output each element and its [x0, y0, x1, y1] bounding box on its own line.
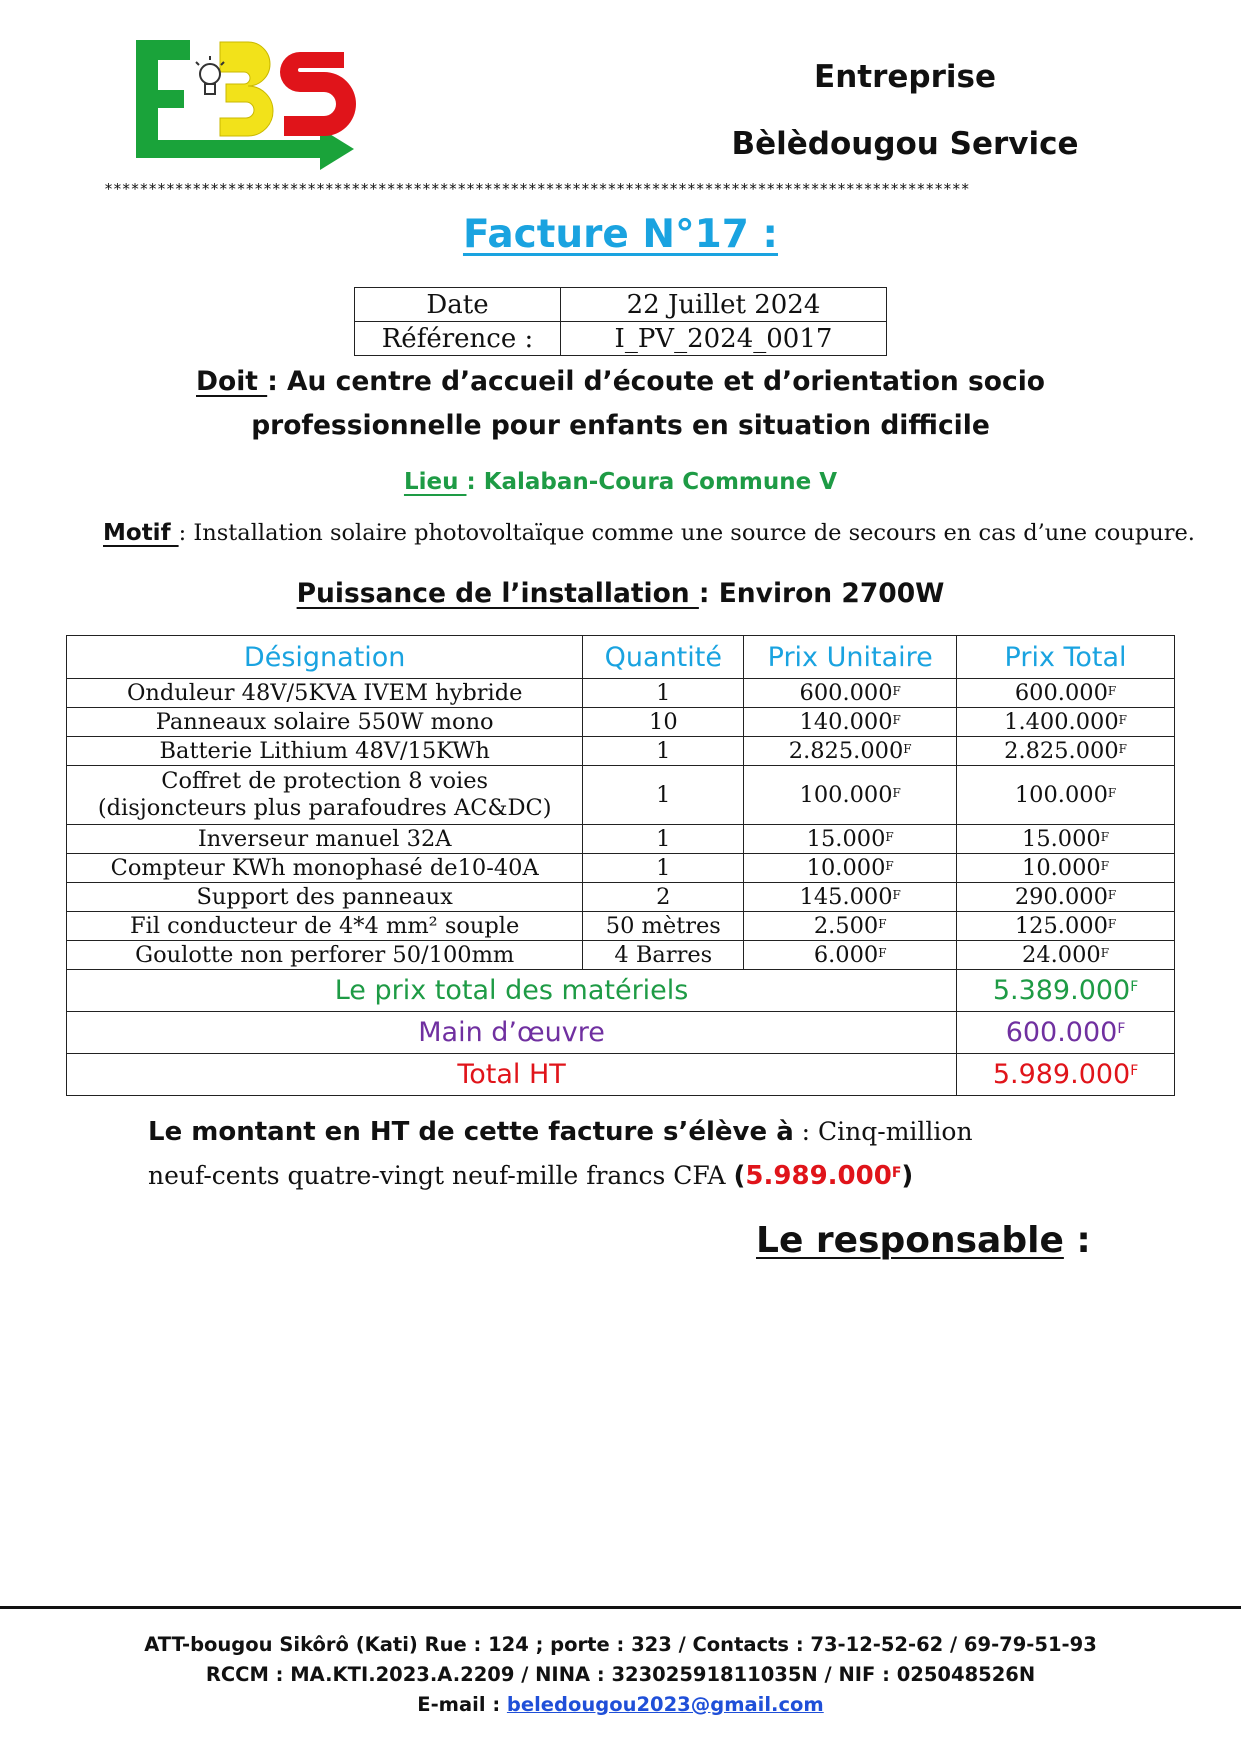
table-row: [67, 679, 1175, 708]
total-price-cell: $10.000^F$: [957, 854, 1175, 883]
company-line-2: Bèlèdougou Service: [731, 126, 1079, 162]
unit-price-cell: $600.000^F$: [744, 679, 957, 708]
motif-line: [103, 520, 1223, 546]
quantity-cell: 1: [583, 679, 744, 708]
motif-value: : Installation solaire photovoltaïque comme une source de secours en cas d’une coupure.: [178, 520, 1195, 546]
labor-value: $600.000^F$: [957, 1012, 1175, 1054]
designation-cell: Fil conducteur de 4*4 mm² souple: [67, 912, 583, 941]
header-designation: Désignation: [67, 636, 583, 679]
table-row: [67, 825, 1175, 854]
total-ht-row: [67, 1054, 1175, 1096]
doit-text-1: : Au centre d’accueil d’écoute et d’orientation socio: [267, 366, 1045, 397]
unit-price-cell: $145.000^F$: [744, 883, 957, 912]
doit-text-2: professionnelle pour enfants en situation difficile: [251, 410, 990, 441]
responsable-signature-label: Le responsable :: [756, 1220, 1091, 1261]
quantity-cell: 1: [583, 825, 744, 854]
date-label: Date: [355, 288, 561, 322]
amount-words-2: neuf-cents quatre-vingt neuf-mille francs CFA: [148, 1161, 734, 1190]
footer-divider: [0, 1606, 1241, 1609]
header-prix-unitaire: Prix Unitaire: [744, 636, 957, 679]
designation-cell: Onduleur 48V/5KVA IVEM hybride: [67, 679, 583, 708]
lieu-label: Lieu: [403, 469, 467, 495]
puissance-value: : Environ 2700W: [698, 578, 945, 609]
total-ht-label: Total HT: [67, 1054, 957, 1096]
puissance-label: Puissance de l’installation: [296, 578, 699, 609]
designation-cell: Panneaux solaire 550W mono: [67, 708, 583, 737]
header-quantite: Quantité: [583, 636, 744, 679]
designation-cell: Inverseur manuel 32A: [67, 825, 583, 854]
amount-figure: $5.989.000^F$: [745, 1161, 902, 1191]
table-row: [67, 766, 1175, 825]
total-price-cell: $15.000^F$: [957, 825, 1175, 854]
quantity-cell: 10: [583, 708, 744, 737]
quantity-cell: 4 Barres: [583, 941, 744, 970]
header-prix-total: Prix Total: [957, 636, 1175, 679]
reference-label: Référence :: [355, 322, 561, 356]
table-row: [67, 737, 1175, 766]
doit-label: Doit: [196, 366, 268, 397]
unit-price-cell: $2.500^F$: [744, 912, 957, 941]
total-price-cell: $24.000^F$: [957, 941, 1175, 970]
amount-words-1: : Cinq-million: [793, 1117, 973, 1146]
invoice-meta-table: [354, 287, 887, 356]
table-row: [67, 912, 1175, 941]
unit-price-cell: $6.000^F$: [744, 941, 957, 970]
footer-email: E-mail : beledougou2023@gmail.com: [417, 1693, 824, 1716]
labor-row: [67, 1012, 1175, 1054]
labor-label: Main d’œuvre: [67, 1012, 957, 1054]
quantity-cell: 1: [583, 737, 744, 766]
materials-total-value: $5.389.000^F$: [957, 970, 1175, 1012]
email-link[interactable]: beledougou2023@gmail.com: [506, 1693, 824, 1716]
unit-price-cell: $140.000^F$: [744, 708, 957, 737]
unit-price-cell: $15.000^F$: [744, 825, 957, 854]
separator: **************************************************************************************************: [104, 180, 970, 198]
table-row: [67, 883, 1175, 912]
table-row: [67, 941, 1175, 970]
designation-cell: Compteur KWh monophasé de10-40A: [67, 854, 583, 883]
company-name: [700, 44, 1110, 178]
designation-cell: Support des panneaux: [67, 883, 583, 912]
total-price-cell: $600.000^F$: [957, 679, 1175, 708]
designation-cell: Batterie Lithium 48V/15KWh: [67, 737, 583, 766]
materials-total-label: Le prix total des matériels: [67, 970, 957, 1012]
total-price-cell: $100.000^F$: [957, 766, 1175, 825]
reference-value: I_PV_2024_0017: [561, 322, 887, 356]
total-ht-value: $5.989.000^F$: [957, 1054, 1175, 1096]
unit-price-cell: $10.000^F$: [744, 854, 957, 883]
amount-in-words: Le montant en HT de cette facture s’élève à : Cinq-million neuf-cents quatre-vingt neuf-mille francs CFA $(5.989.000^F)$: [148, 1117, 973, 1191]
quantity-cell: 1: [583, 766, 744, 825]
lieu-value: : Kalaban-Coura Commune V: [466, 469, 838, 495]
motif-label: Motif: [103, 520, 179, 546]
puissance-line: [0, 578, 1241, 609]
table-header-row: [67, 636, 1175, 679]
unit-price-cell: $100.000^F$: [744, 766, 957, 825]
designation-cell: Coffret de protection 8 voies (disjoncteurs plus parafoudres AC&DC): [67, 766, 583, 825]
date-value: 22 Juillet 2024: [561, 288, 887, 322]
quantity-cell: 50 mètres: [583, 912, 744, 941]
table-row: [67, 854, 1175, 883]
materials-total-row: [67, 970, 1175, 1012]
total-price-cell: $2.825.000^F$: [957, 737, 1175, 766]
company-logo: [130, 32, 370, 172]
doit-block: [100, 360, 1141, 448]
footer-address: ATT-bougou Sikôrô (Kati) Rue : 124 ; porte : 323 / Contacts : 73-12-52-62 / 69-79-51-93: [144, 1633, 1097, 1656]
designation-cell: Goulotte non perforer 50/100mm: [67, 941, 583, 970]
quantity-cell: 2: [583, 883, 744, 912]
footer: [0, 1630, 1241, 1720]
company-line-1: Entreprise: [814, 59, 996, 95]
total-price-cell: $290.000^F$: [957, 883, 1175, 912]
total-price-cell: $125.000^F$: [957, 912, 1175, 941]
unit-price-cell: $2.825.000^F$: [744, 737, 957, 766]
invoice-title: Facture N°17 :: [462, 212, 779, 257]
items-table: [66, 635, 1175, 1096]
table-row: [67, 708, 1175, 737]
amount-lead: Le montant en HT de cette facture s’élève à: [148, 1117, 794, 1147]
footer-registration: RCCM : MA.KTI.2023.A.2209 / NINA : 32302591811035N / NIF : 025048526N: [205, 1663, 1036, 1686]
total-price-cell: $1.400.000^F$: [957, 708, 1175, 737]
quantity-cell: 1: [583, 854, 744, 883]
lieu-line: [0, 469, 1241, 495]
